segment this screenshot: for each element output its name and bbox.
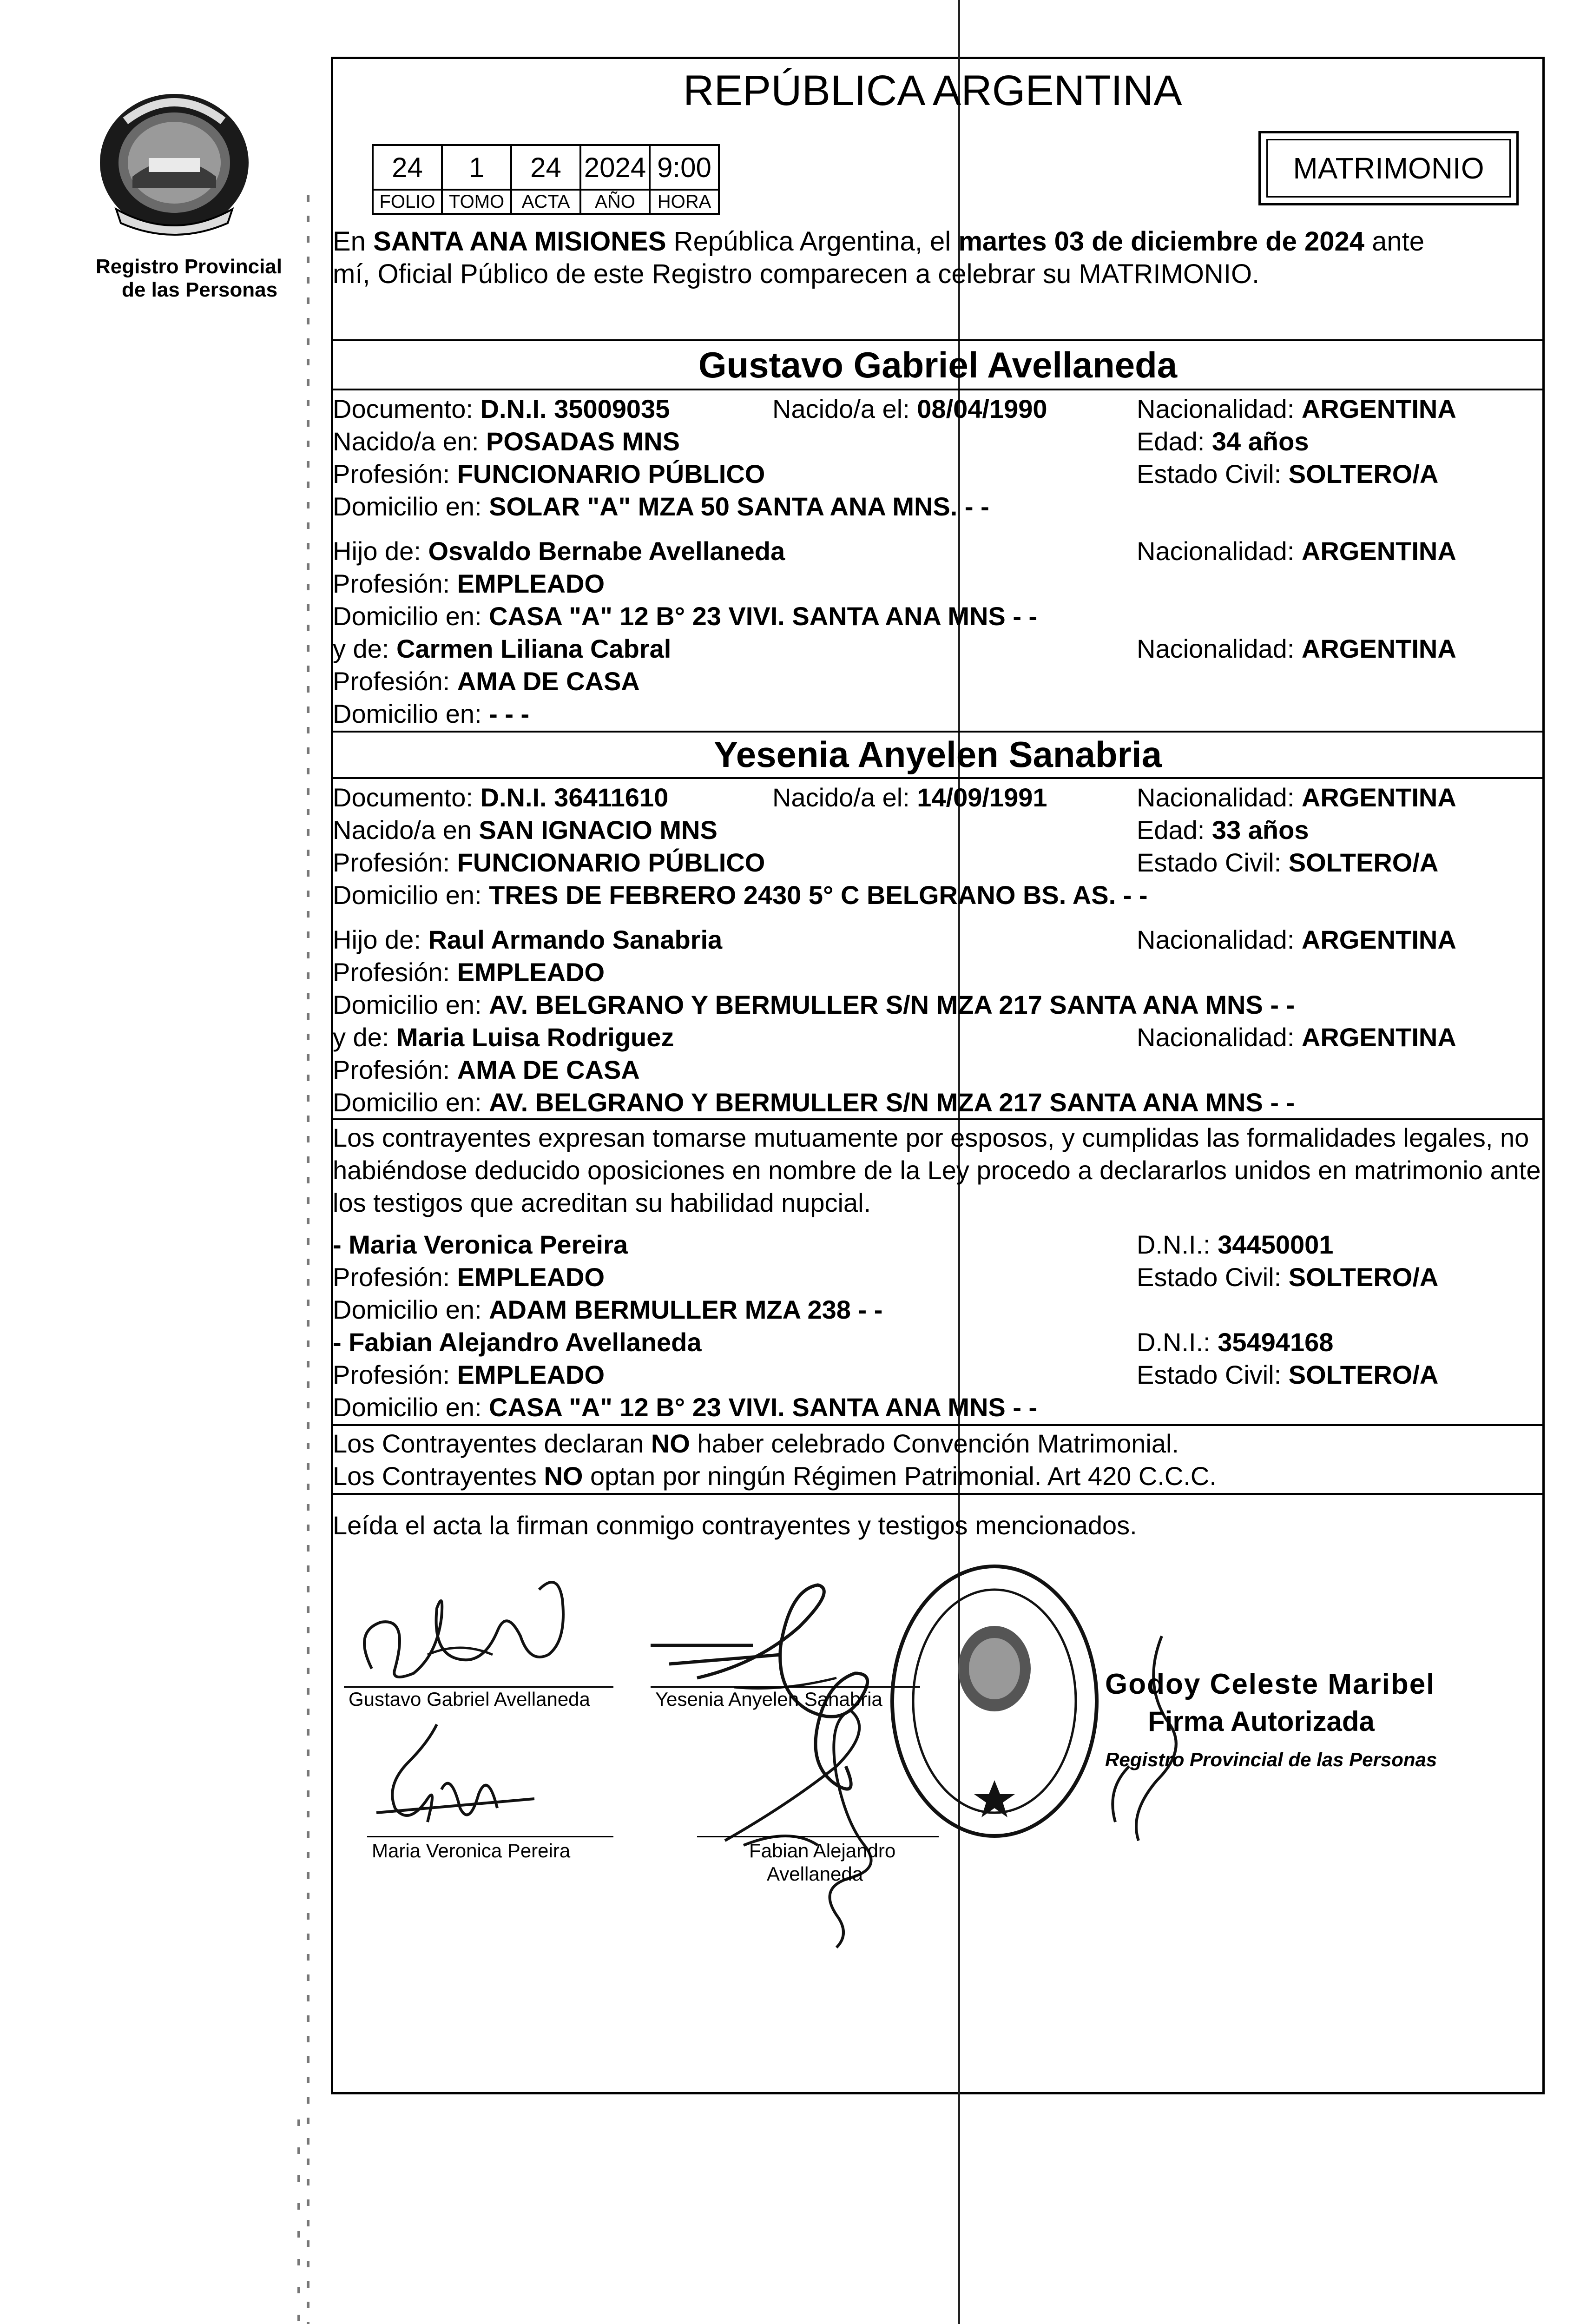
provincia-logo xyxy=(88,88,260,242)
declaracion-line1: Los contrayentes expresan tomarse mutuamente por esposos, y cumplidas las formalidades legales, no xyxy=(333,1123,1529,1152)
firma-testigo2-line2: Avellaneda xyxy=(767,1863,863,1885)
acta-label: ACTA xyxy=(511,190,580,214)
testigo2-nombre: - Fabian Alejandro Avellaneda xyxy=(333,1327,702,1357)
firma-contrayente2: Yesenia Anyelen Sanabria xyxy=(655,1688,882,1710)
divider xyxy=(331,731,1545,733)
c2-nacionalidad: Nacionalidad: ARGENTINA xyxy=(1137,783,1456,812)
c2-lugar: Nacido/a en SAN IGNACIO MNS xyxy=(333,815,718,845)
c1-edad: Edad: 34 años xyxy=(1137,427,1309,456)
contrayente2-nombre: Yesenia Anyelen Sanabria xyxy=(714,734,1162,775)
divider xyxy=(331,339,1545,341)
c1-profesion: Profesión: FUNCIONARIO PÚBLICO xyxy=(333,459,765,489)
oficial-nombre: Godoy Celeste Maribel xyxy=(1105,1668,1435,1700)
signature-line xyxy=(344,1686,613,1688)
c2-padre-dom: Domicilio en: AV. BELGRANO Y BERMULLER S/N MZA 217 SANTA ANA MNS - - xyxy=(333,990,1295,1019)
registro-table xyxy=(372,144,720,215)
folio-value: 24 xyxy=(373,145,442,190)
divider xyxy=(331,1424,1545,1426)
c1-madre-prof: Profesión: AMA DE CASA xyxy=(333,667,640,696)
c2-padre-prof: Profesión: EMPLEADO xyxy=(333,957,605,987)
c1-estado: Estado Civil: SOLTERO/A xyxy=(1137,459,1439,489)
c2-madre-prof: Profesión: AMA DE CASA xyxy=(333,1055,640,1084)
c1-domicilio: Domicilio en: SOLAR "A" MZA 50 SANTA ANA MNS. - - xyxy=(333,492,989,521)
margin-dashes xyxy=(307,195,309,2324)
c2-madre-nac: Nacionalidad: ARGENTINA xyxy=(1137,1023,1456,1052)
c1-padre: Hijo de: Osvaldo Bernabe Avellaneda xyxy=(333,536,785,566)
c1-nacionalidad: Nacionalidad: ARGENTINA xyxy=(1137,394,1456,423)
hora-value: 9:00 xyxy=(650,145,719,190)
c2-madre: y de: Maria Luisa Rodriguez xyxy=(333,1023,674,1052)
oficial-cargo: Firma Autorizada xyxy=(1148,1706,1375,1737)
oficial-registro: Registro Provincial de las Personas xyxy=(1105,1749,1437,1770)
c2-profesion: Profesión: FUNCIONARIO PÚBLICO xyxy=(333,848,765,877)
testigo1-dni: D.N.I.: 34450001 xyxy=(1137,1230,1334,1259)
tomo-label: TOMO xyxy=(442,190,511,214)
divider xyxy=(331,1493,1545,1495)
firma-testigo1: Maria Veronica Pereira xyxy=(372,1840,571,1862)
signature-oficial xyxy=(1087,1627,1236,1850)
margin-dashes xyxy=(297,2119,300,2324)
logo-caption-line2: de las Personas xyxy=(122,278,278,301)
lugar: SANTA ANA MISIONES xyxy=(373,226,666,257)
testigo1-nombre: - Maria Veronica Pereira xyxy=(333,1230,628,1259)
c2-padre-nac: Nacionalidad: ARGENTINA xyxy=(1137,925,1456,954)
testigo2-dni: D.N.I.: 35494168 xyxy=(1137,1327,1334,1357)
c1-documento: Documento: D.N.I. 35009035 xyxy=(333,394,670,423)
anio-label: AÑO xyxy=(580,190,650,214)
c1-lugar: Nacido/a en: POSADAS MNS xyxy=(333,427,680,456)
firma-contrayente1: Gustavo Gabriel Avellaneda xyxy=(349,1688,590,1710)
divider xyxy=(331,777,1545,779)
c1-padre-nac: Nacionalidad: ARGENTINA xyxy=(1137,536,1456,566)
signature-gustavo xyxy=(344,1562,586,1701)
testigo2-domicilio: Domicilio en: CASA "A" 12 B° 23 VIVI. SANTA ANA MNS - - xyxy=(333,1393,1038,1422)
c1-padre-prof: Profesión: EMPLEADO xyxy=(333,569,605,598)
folio-label: FOLIO xyxy=(373,190,442,214)
intro-line2: mí, Oficial Público de este Registro comparecen a celebrar su MATRIMONIO. xyxy=(333,259,1260,289)
testigo2-estado: Estado Civil: SOLTERO/A xyxy=(1137,1360,1439,1389)
c2-nacido: Nacido/a el: 14/09/1991 xyxy=(772,783,1047,812)
hora-label: HORA xyxy=(650,190,719,214)
anio-value: 2024 xyxy=(580,145,650,190)
tomo-value: 1 xyxy=(442,145,511,190)
intro-line1: En SANTA ANA MISIONES República Argentina, el martes 03 de diciembre de 2024 ante xyxy=(333,226,1425,257)
signature-maria xyxy=(358,1715,553,1841)
testigo2-profesion: Profesión: EMPLEADO xyxy=(333,1360,605,1389)
firma-testigo2-line1: Fabian Alejandro xyxy=(749,1840,896,1862)
c1-nacido: Nacido/a el: 08/04/1990 xyxy=(772,394,1047,423)
c2-madre-dom: Domicilio en: AV. BELGRANO Y BERMULLER S/N MZA 217 SANTA ANA MNS - - xyxy=(333,1088,1295,1117)
official-seal xyxy=(883,1557,1106,1845)
escudo-icon xyxy=(88,88,260,242)
c1-madre-dom: Domicilio en: - - - xyxy=(333,699,530,728)
c2-padre: Hijo de: Raul Armando Sanabria xyxy=(333,925,723,954)
fecha: martes 03 de diciembre de 2024 xyxy=(958,226,1365,257)
testigo1-domicilio: Domicilio en: ADAM BERMULLER MZA 238 - - xyxy=(333,1295,883,1324)
c2-domicilio: Domicilio en: TRES DE FEBRERO 2430 5° C BELGRANO BS. AS. - - xyxy=(333,880,1148,910)
contrayente1-nombre: Gustavo Gabriel Avellaneda xyxy=(698,344,1178,385)
convencion-2: Los Contrayentes NO optan por ningún Régimen Patrimonial. Art 420 C.C.C. xyxy=(333,1461,1217,1491)
c2-edad: Edad: 33 años xyxy=(1137,815,1309,845)
declaracion-line2: habiéndose deducido oposiciones en nombre de la Ley procedo a declararlos unidos en matrimonio ante xyxy=(333,1155,1541,1185)
tipo-acta: MATRIMONIO xyxy=(1266,139,1511,198)
divider xyxy=(331,389,1545,390)
acta-value: 24 xyxy=(511,145,580,190)
declaracion-line3: los testigos que acreditan su habilidad nupcial. xyxy=(333,1188,871,1217)
page-title: REPÚBLICA ARGENTINA xyxy=(683,67,1182,114)
c1-madre: y de: Carmen Liliana Cabral xyxy=(333,634,672,663)
tipo-acta-box xyxy=(1258,131,1519,205)
c1-madre-nac: Nacionalidad: ARGENTINA xyxy=(1137,634,1456,663)
testigo1-profesion: Profesión: EMPLEADO xyxy=(333,1262,605,1292)
lectura: Leída el acta la firman conmigo contrayentes y testigos mencionados. xyxy=(333,1511,1137,1540)
c2-documento: Documento: D.N.I. 36411610 xyxy=(333,783,669,812)
signature-line xyxy=(367,1836,613,1837)
c2-estado: Estado Civil: SOLTERO/A xyxy=(1137,848,1439,877)
convencion-1: Los Contrayentes declaran NO haber celebrado Convención Matrimonial. xyxy=(333,1429,1179,1458)
testigo1-estado: Estado Civil: SOLTERO/A xyxy=(1137,1262,1439,1292)
divider xyxy=(331,1118,1545,1120)
logo-caption-line1: Registro Provincial xyxy=(96,255,283,278)
c1-padre-dom: Domicilio en: CASA "A" 12 B° 23 VIVI. SANTA ANA MNS - - xyxy=(333,601,1038,631)
